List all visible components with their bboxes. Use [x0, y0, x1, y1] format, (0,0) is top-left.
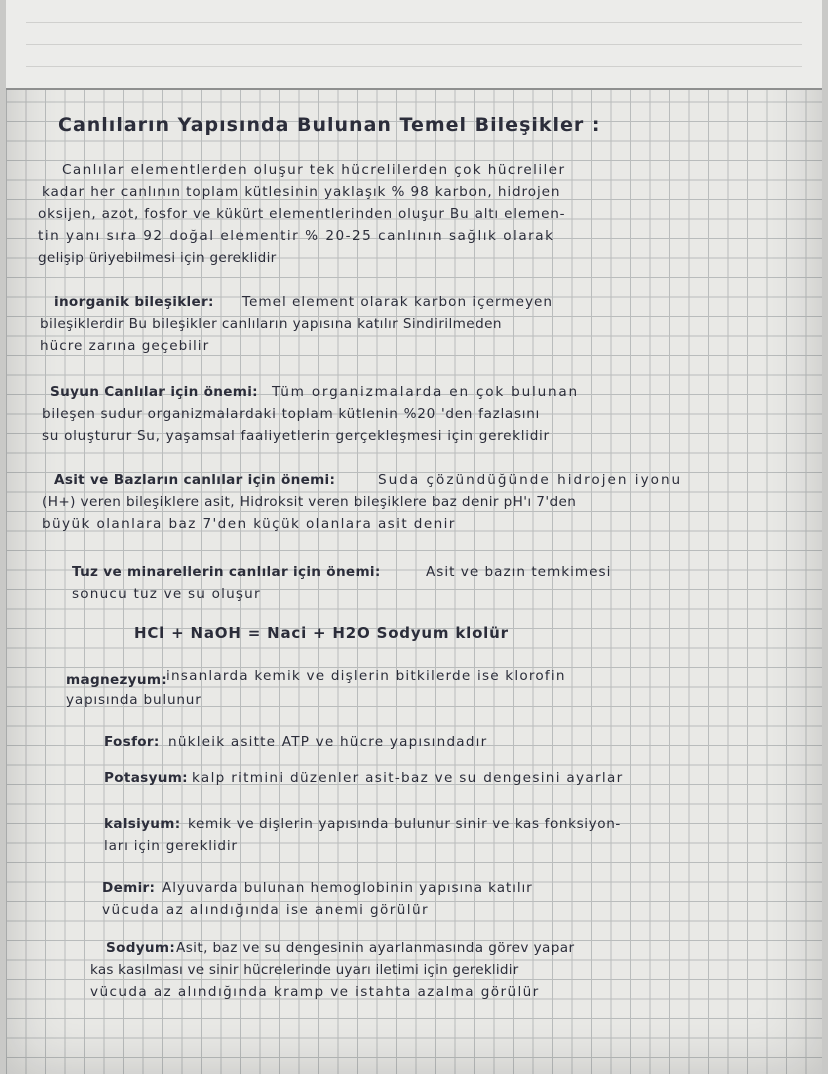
- asit-heading: Asit ve Bazların canlılar için önemi:: [54, 472, 336, 488]
- potasyum-heading: Potasyum:: [104, 770, 188, 786]
- demir-line: Alyuvarda bulunan hemoglobinin yapısına katılır: [162, 880, 533, 896]
- tuz-heading: Tuz ve minarellerin canlılar için önemi:: [72, 564, 381, 580]
- asit-line: büyük olanlara baz 7'den küçük olanlara asit denir: [42, 516, 456, 532]
- magnezyum-line: yapısında bulunur: [66, 692, 202, 708]
- kalsiyum-line: ları için gereklidir: [104, 838, 238, 854]
- chemical-formula: HCl + NaOH = Naci + H2O Sodyum klolür: [134, 624, 509, 642]
- suyun-heading: Suyun Canlılar için önemi:: [50, 384, 258, 400]
- demir-heading: Demir:: [102, 880, 156, 896]
- sodyum-line: kas kasılması ve sinir hücrelerinde uyarı iletimi için gereklidir: [90, 962, 519, 978]
- notebook-page: [6, 0, 822, 1074]
- kalsiyum-line: kemik ve dişlerin yapısında bulunur sinir ve kas fonksiyon-: [188, 816, 621, 832]
- inorganik-line: bileşiklerdir Bu bileşikler canlıların yapısına katılır Sindirilmeden: [40, 316, 502, 332]
- suyun-line: Tüm organizmalarda en çok bulunan: [272, 384, 579, 400]
- intro-line: tin yanı sıra 92 doğal elementir % 20-25 canlının sağlık olarak: [38, 228, 555, 244]
- suyun-line: bileşen sudur organizmalardaki toplam kütlenin %20 'den fazlasını: [42, 406, 541, 422]
- fosfor-line: nükleik asitte ATP ve hücre yapısındadır: [168, 734, 488, 750]
- asit-line: (H+) veren bileşiklere asit, Hidroksit veren bileşiklere baz denir pH'ı 7'den: [42, 494, 577, 510]
- sodyum-line: Asit, baz ve su dengesinin ayarlanmasında görev yapar: [176, 940, 575, 956]
- suyun-line: su oluşturur Su, yaşamsal faaliyetlerin gerçekleşmesi için gereklidir: [42, 428, 550, 444]
- demir-line: vücuda az alındığında ise anemi görülür: [102, 902, 429, 918]
- sodyum-line: vücuda az alındığında kramp ve istahta azalma görülür: [90, 984, 540, 1000]
- fosfor-heading: Fosfor:: [104, 734, 160, 750]
- sodyum-heading: Sodyum:: [106, 940, 176, 956]
- intro-line: oksijen, azot, fosfor ve kükürt elementlerinden oluşur Bu altı elemen-: [38, 206, 566, 222]
- kalsiyum-heading: kalsiyum:: [104, 816, 181, 832]
- tuz-line: Asit ve bazın temkimesi: [426, 564, 612, 580]
- magnezyum-line: insanlarda kemik ve dişlerin bitkilerde ise klorofin: [166, 668, 566, 684]
- inorganik-line: Temel element olarak karbon içermeyen: [242, 294, 553, 310]
- page-header-band: [6, 0, 822, 90]
- asit-line: Suda çözündüğünde hidrojen iyonu: [378, 472, 683, 488]
- inorganik-line: hücre zarına geçebilir: [40, 338, 210, 354]
- tuz-line: sonucu tuz ve su oluşur: [72, 586, 261, 602]
- intro-line: gelişip üriyebilmesi için gereklidir: [38, 250, 277, 266]
- inorganik-heading: inorganik bileşikler:: [54, 294, 214, 310]
- magnezyum-heading: magnezyum:: [66, 672, 168, 688]
- page-title: Canlıların Yapısında Bulunan Temel Bileşikler :: [58, 114, 601, 136]
- intro-line: Canlılar elementlerden oluşur tek hücrelilerden çok hücreliler: [62, 162, 566, 178]
- intro-line: kadar her canlının toplam kütlesinin yaklaşık % 98 karbon, hidrojen: [42, 184, 561, 200]
- potasyum-line: kalp ritmini düzenler asit-baz ve su dengesini ayarlar: [192, 770, 624, 786]
